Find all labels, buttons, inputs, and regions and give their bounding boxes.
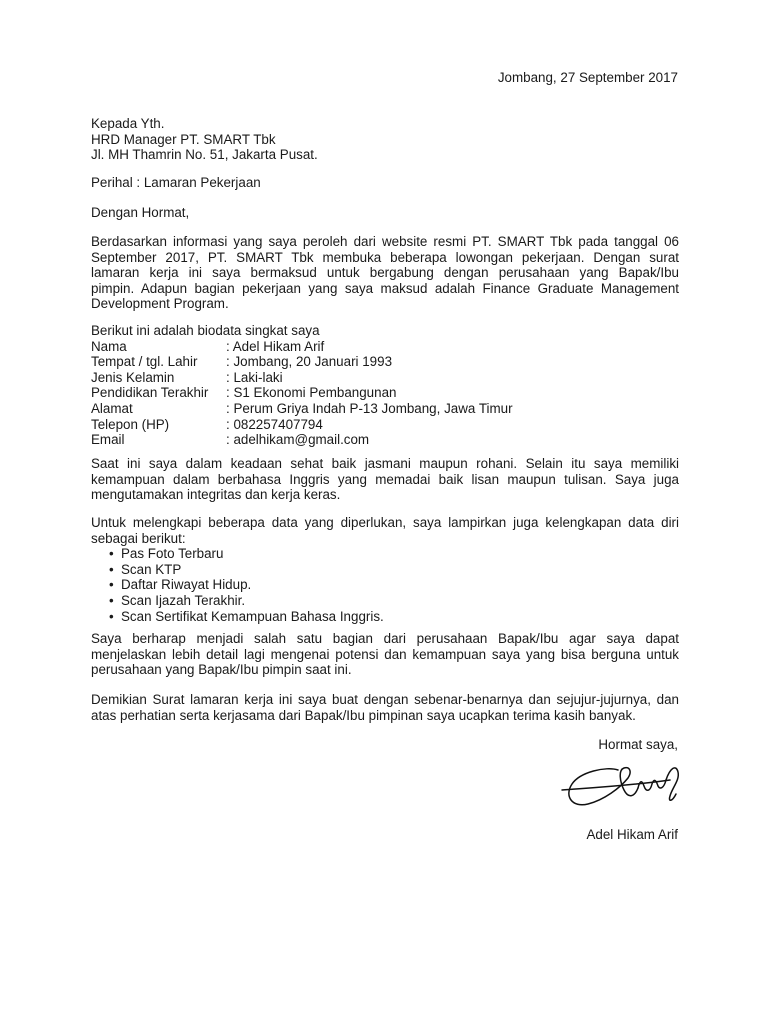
biodata-row xyxy=(91,417,679,433)
paragraph-line: mengutamakan integritas dan kerja keras. xyxy=(91,487,341,503)
biodata-section xyxy=(91,323,679,448)
biodata-value: : Jombang, 20 Januari 1993 xyxy=(226,354,393,370)
paragraph-line: Untuk melengkapi beberapa data yang diperlukan, saya lampirkan juga kelengkapan data diri xyxy=(91,515,679,530)
biodata-row xyxy=(91,354,679,370)
list-item: • Scan Sertifikat Kemampuan Bahasa Inggris. xyxy=(91,609,679,625)
biodata-label: Nama xyxy=(91,338,127,354)
biodata-label: Pendidikan Terakhir xyxy=(91,385,209,401)
paragraph-line: Saat ini saya dalam keadaan sehat baik jasmani maupun rohani. Selain itu saya memiliki xyxy=(91,456,679,471)
biodata-value: : Adel Hikam Arif xyxy=(226,338,325,354)
biodata-row xyxy=(91,401,679,417)
biodata-value: : adelhikam@gmail.com xyxy=(226,432,370,448)
subject-text: Perihal : Lamaran Pekerjaan xyxy=(91,175,261,190)
biodata-row xyxy=(91,339,679,355)
biodata-label: Jenis Kelamin xyxy=(91,369,175,385)
list-item: • Daftar Riwayat Hidup. xyxy=(91,577,679,593)
health-paragraph xyxy=(91,456,679,503)
greeting xyxy=(91,205,679,221)
biodata-value: : Perum Griya Indah P-13 Jombang, Jawa Timur xyxy=(226,400,513,416)
paragraph-line: lamaran kerja ini saya bermaksud untuk bergabung dengan perusahaan yang Bapak/Ibu xyxy=(91,265,679,281)
biodata-row xyxy=(91,385,679,401)
biodata-intro: Berikut ini adalah biodata singkat saya xyxy=(91,323,320,338)
biodata-row xyxy=(91,432,679,448)
biodata-label: Telepon (HP) xyxy=(91,416,170,432)
paragraph-line: Demikian Surat lamaran kerja ini saya buat dengan sebenar-benarnya dan sejujur-jujurnya, dan xyxy=(91,692,679,707)
recipient-block xyxy=(91,116,679,163)
greeting-text: Dengan Hormat, xyxy=(91,205,190,220)
paragraph-line: menjelaskan lebih detail lagi mengenai potensi dan kemampuan saya yang bisa berguna untuk xyxy=(91,646,679,662)
paragraph-line: perusahaan yang Bapak/Ibu pimpin saat ini. xyxy=(91,662,352,678)
hope-paragraph xyxy=(91,631,679,678)
paragraph-line: Berdasarkan informasi yang saya peroleh dari website resmi PT. SMART Tbk pada tanggal 06 xyxy=(91,234,679,249)
biodata-row xyxy=(91,370,679,386)
signer-name: Adel Hikam Arif xyxy=(586,827,678,842)
place-date: Jombang, 27 September 2017 xyxy=(497,70,678,85)
paragraph-line: pimpin. Adapun bagian pekerjaan yang saya maksud adalah Finance Graduate Management xyxy=(91,280,679,296)
paragraph-line: kemampuan dalam berbahasa Inggris yang memadai baik lisan maupun tulisan. Saya juga xyxy=(91,471,679,487)
biodata-value: : S1 Ekonomi Pembangunan xyxy=(226,385,397,401)
signature-icon xyxy=(558,758,698,820)
biodata-label: Email xyxy=(91,432,125,448)
recipient-address: Jl. MH Thamrin No. 51, Jakarta Pusat. xyxy=(91,147,318,163)
paragraph-line: Development Program. xyxy=(91,296,229,312)
biodata-label: Alamat xyxy=(91,400,133,416)
recipient-salutation: Kepada Yth. xyxy=(91,116,165,131)
recipient-position: HRD Manager PT. SMART Tbk xyxy=(91,131,276,147)
subject-line xyxy=(91,175,679,191)
intro-paragraph xyxy=(91,234,679,312)
attachments-section xyxy=(91,515,679,624)
paragraph-line: September 2017, PT. SMART Tbk membuka beberapa lowongan pekerjaan. Dengan surat xyxy=(91,249,679,265)
paragraph-line: atas perhatian serta kerjasama dari Bapak/Ibu pimpinan saya ucapkan terima kasih banyak. xyxy=(91,707,636,723)
paragraph-line: Saya berharap menjadi salah satu bagian dari perusahaan Bapak/Ibu agar saya dapat xyxy=(91,631,679,646)
list-item: • Pas Foto Terbaru xyxy=(91,546,679,562)
list-item: • Scan Ijazah Terakhir. xyxy=(91,593,679,609)
paragraph-line: sebagai berikut: xyxy=(91,530,186,546)
biodata-label: Tempat / tgl. Lahir xyxy=(91,354,198,370)
attachments-list xyxy=(91,546,679,624)
biodata-value: : 082257407794 xyxy=(226,416,323,432)
list-item: • Scan KTP xyxy=(91,562,679,578)
sign-off: Hormat saya, xyxy=(598,737,678,752)
biodata-value: : Laki-laki xyxy=(226,369,283,385)
closing-paragraph xyxy=(91,692,679,723)
